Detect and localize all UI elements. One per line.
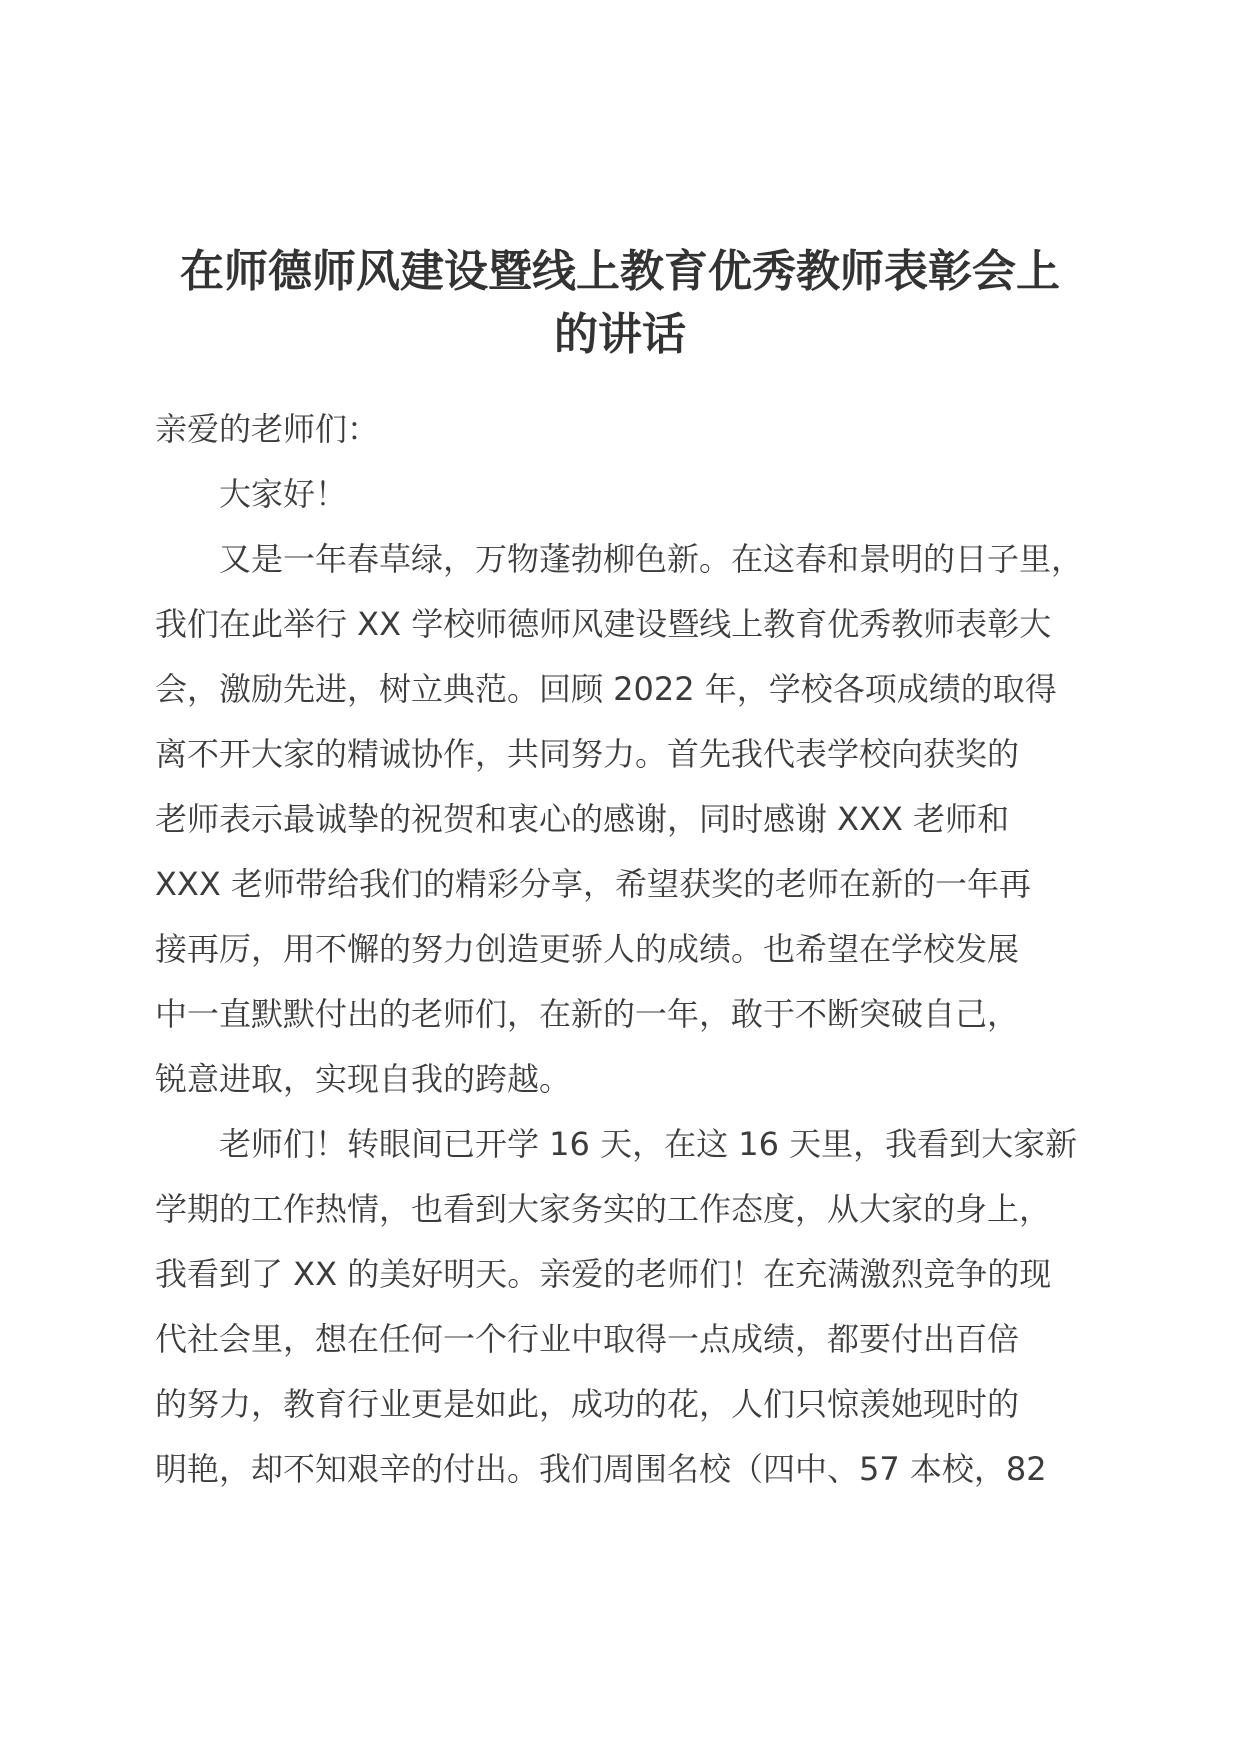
title-line: 在师德师风建设暨线上教育优秀教师表彰会上 <box>180 246 1060 297</box>
salutation: 亲爱的老师们： <box>155 410 380 448</box>
text-line: 又是一年春草绿，万物蓬勃柳色新。在这春和景明的日子里， <box>219 540 1084 578</box>
text-line: 我们在此举行 XX 学校师德师风建设暨线上教育优秀教师表彰大 <box>155 605 1052 643</box>
text-line: 我看到了 XX 的美好明天。亲爱的老师们！在充满激烈竞争的现 <box>155 1255 1052 1293</box>
text-line: 中一直默默付出的老师们，在新的一年，敢于不断突破自己， <box>155 995 1020 1033</box>
text-line: 会，激励先进，树立典范。回顾 2022 年，学校各项成绩的取得 <box>155 670 1057 708</box>
paragraph-2 <box>155 1112 1120 1502</box>
document-body <box>155 397 1120 1502</box>
text-line: 明艳，却不知艰辛的付出。我们周围名校（四中、57 本校，82 <box>155 1450 1047 1488</box>
greeting: 大家好！ <box>219 475 348 513</box>
title-line: 的讲话 <box>554 309 686 360</box>
text-line: 学期的工作热情，也看到大家务实的工作态度，从大家的身上， <box>155 1190 1052 1228</box>
text-line: 代社会里，想在任何一个行业中取得一点成绩，都要付出百倍 <box>155 1320 1020 1358</box>
text-line: XXX 老师带给我们的精彩分享，希望获奖的老师在新的一年再 <box>155 865 1031 903</box>
text-line: 离不开大家的精诚协作，共同努力。首先我代表学校向获奖的 <box>155 735 1020 773</box>
text-line: 的努力，教育行业更是如此，成功的花，人们只惊羡她现时的 <box>155 1385 1020 1423</box>
text-line: 锐意进取，实现自我的跨越。 <box>155 1060 572 1098</box>
paragraph-1 <box>155 527 1120 1112</box>
document-title <box>150 240 1090 366</box>
text-line: 老师们！转眼间已开学 16 天，在这 16 天里，我看到大家新 <box>219 1125 1078 1163</box>
text-line: 老师表示最诚挚的祝贺和衷心的感谢，同时感谢 XXX 老师和 <box>155 800 1010 838</box>
text-line: 接再厉，用不懈的努力创造更骄人的成绩。也希望在学校发展 <box>155 930 1020 968</box>
